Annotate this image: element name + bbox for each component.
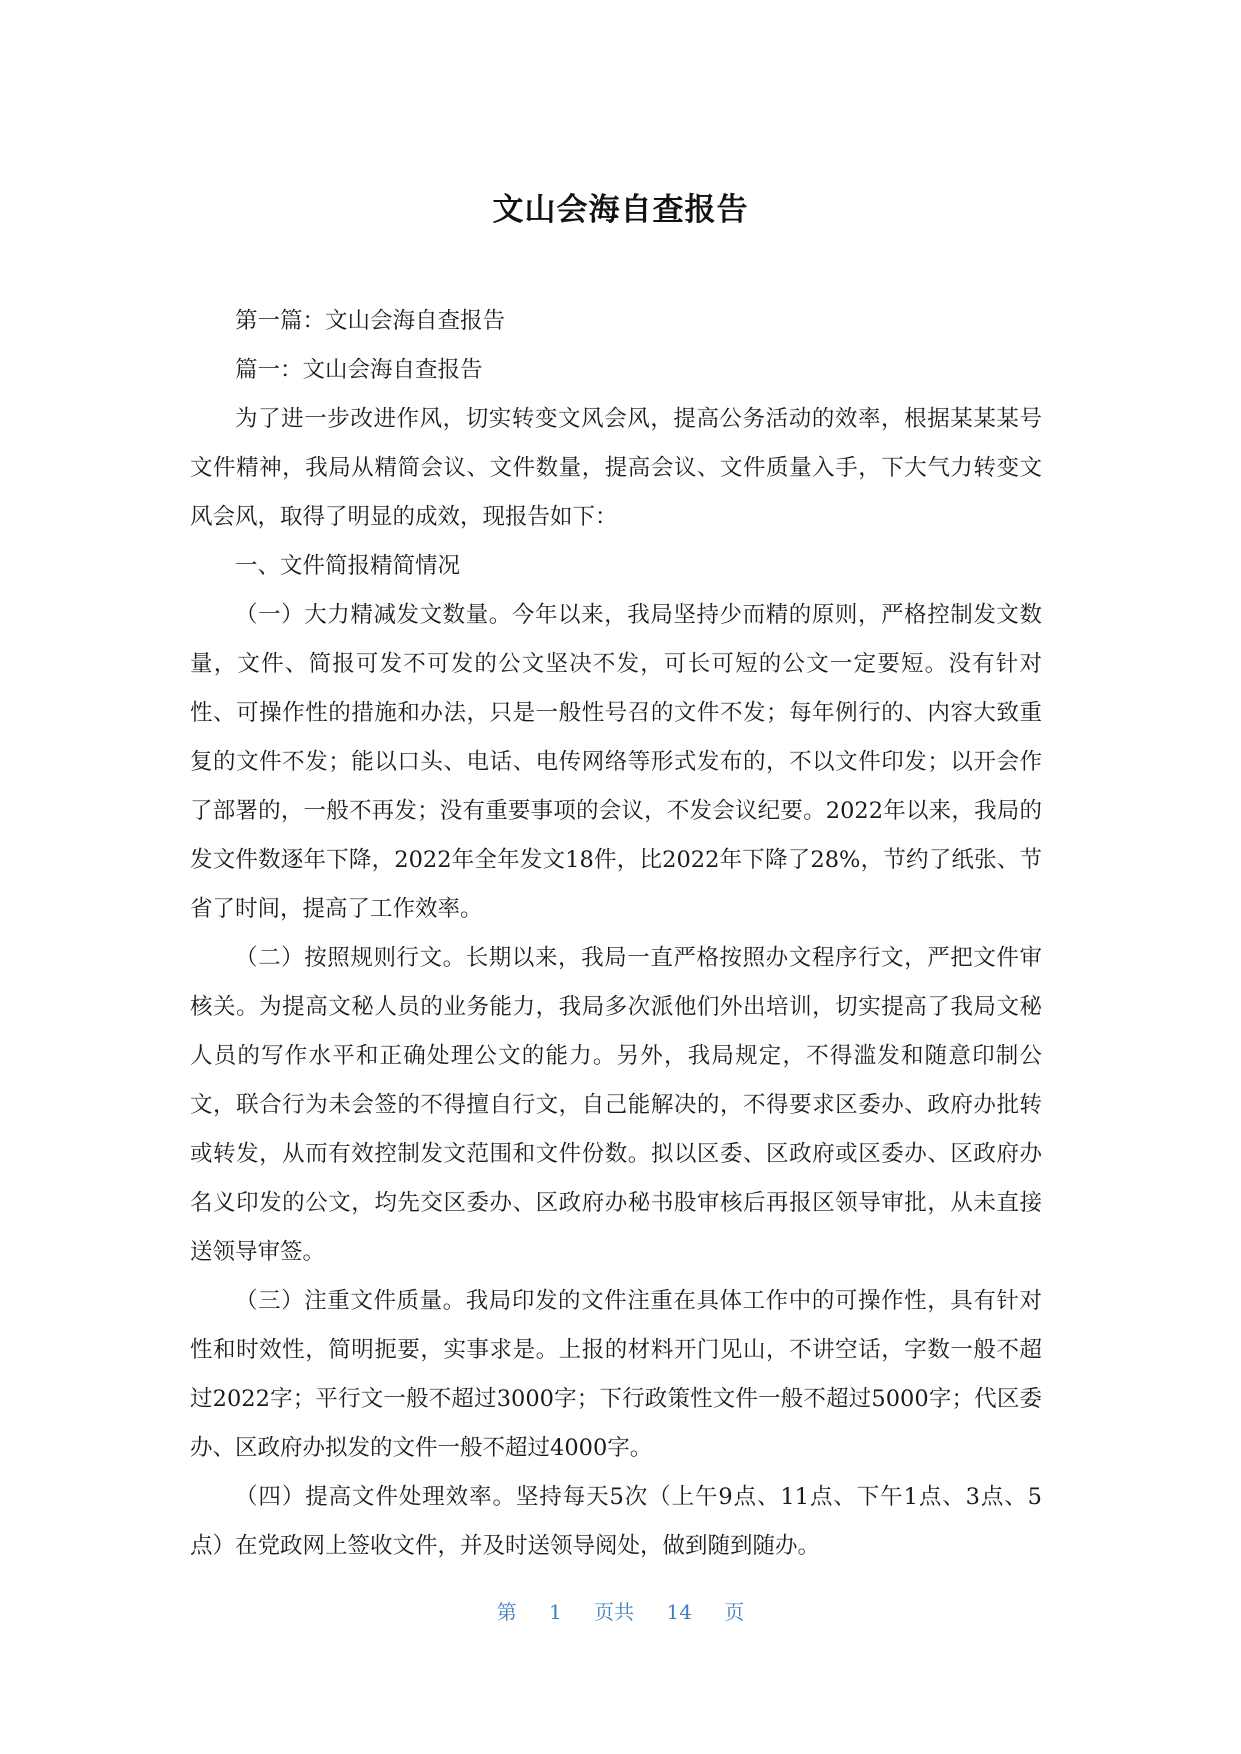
paragraph-subheading: 篇一：文山会海自查报告 [235, 357, 483, 383]
paragraph-item-3: （三）注重文件质量。我局印发的文件注重在具体工作中的可操作性，具有针对性和时效性，简明扼要，实事求是。上报的材料开门见山，不讲空话，字数一般不超过2022字；平行文一般不超过3000字；下行政策性文件一般不超过5000字；代区委办、区政府办拟发的文件一般不超过4000字。 [190, 1288, 1042, 1461]
paragraph-item-1: （一）大力精减发文数量。今年以来，我局坚持少而精的原则，严格控制发文数量，文件、简报可发不可发的公文坚决不发，可长可短的公文一定要短。没有针对性、可操作性的措施和办法，只是一般性号召的文件不发；每年例行的、内容大致重复的文件不发；能以口头、电话、电传网络等形式发布的，不以文件印发；以开会作了部署的，一般不再发；没有重要事项的会议，不发会议纪要。2022年以来，我局的发文件数逐年下降，2022年全年发文18件，比2022年下降了28%，节约了纸张、节省了时间，提高了工作效率。 [190, 602, 1042, 922]
document-title: 文山会海自查报告 [492, 192, 749, 228]
paragraph-section-heading: 第一篇：文山会海自查报告 [235, 308, 506, 334]
page-current-number: 1 [549, 1600, 562, 1624]
page-total-number: 14 [666, 1600, 692, 1624]
page-footer [0, 1597, 1241, 1627]
page-label-prefix: 第 [496, 1600, 517, 1624]
page-label-mid: 页共 [594, 1600, 635, 1624]
paragraph-item-2: （二）按照规则行文。长期以来，我局一直严格按照办文程序行文，严把文件审核关。为提高文秘人员的业务能力，我局多次派他们外出培训，切实提高了我局文秘人员的写作水平和正确处理公文的能力。另外，我局规定，不得滥发和随意印制公文，联合行为未会签的不得擅自行文，自己能解决的，不得要求区委办、政府办批转或转发，从而有效控制发文范围和文件份数。拟以区委、区政府或区委办、区政府办名义印发的公文，均先交区委办、区政府办秘书股审核后再报区领导审批，从未直接送领导审签。 [190, 945, 1042, 1265]
paragraph-heading-1: 一、文件简报精简情况 [235, 553, 461, 579]
page-label-suffix: 页 [724, 1600, 745, 1624]
paragraph-intro: 为了进一步改进作风，切实转变文风会风，提高公务活动的效率，根据某某某号文件精神，我局从精简会议、文件数量，提高会议、文件质量入手，下大气力转变文风会风，取得了明显的成效，现报告如下： [190, 406, 1042, 530]
paragraph-item-4: （四）提高文件处理效率。坚持每天5次（上午9点、11点、下午1点、3点、5点）在党政网上签收文件，并及时送领导阅处，做到随到随办。 [190, 1484, 1042, 1559]
document-body [190, 297, 1042, 1571]
